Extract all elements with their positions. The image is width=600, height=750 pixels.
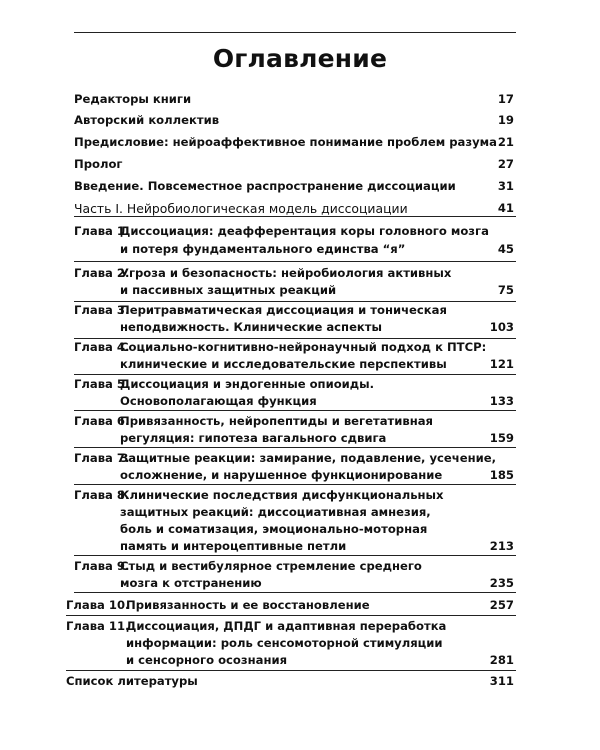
entry-page: 31 bbox=[497, 179, 514, 193]
chapter-label: Глава 9. bbox=[74, 559, 130, 573]
chapter-title-line: Диссоциация и эндогенные опиоиды. bbox=[120, 377, 375, 391]
chapter-title-line: память и интероцептивные петли bbox=[120, 539, 347, 553]
chapter-title-line: боль и соматизация, эмоционально-моторная bbox=[120, 522, 428, 536]
entry-title: Авторский коллектив bbox=[74, 113, 220, 127]
chapter-label: Глава 6. bbox=[74, 414, 130, 428]
entry-title: Предисловие: нейроаффективное понимание проблем разума bbox=[74, 135, 497, 149]
entry-title: Пролог bbox=[74, 157, 123, 171]
part-divider bbox=[74, 216, 516, 217]
entry-page: 133 bbox=[489, 394, 514, 408]
chapter-label: Глава 8. bbox=[74, 488, 130, 502]
entry-page: 45 bbox=[497, 242, 514, 256]
entry-page: 257 bbox=[489, 598, 514, 612]
chapter-title-line: Диссоциация: деафферентация коры головного мозга bbox=[120, 224, 489, 238]
chapter-title-line: Социально-когнитивно-нейронаучный подход к ПТСР: bbox=[120, 340, 487, 354]
chapter-divider bbox=[66, 670, 516, 671]
entry-page: 185 bbox=[489, 468, 514, 482]
entry-page: 41 bbox=[497, 201, 514, 215]
entry-title: Часть I. Нейробиологическая модель диссоциации bbox=[74, 201, 408, 216]
chapter-title-line: и пассивных защитных реакций bbox=[120, 283, 337, 297]
chapter-divider bbox=[74, 374, 516, 375]
chapter-divider bbox=[74, 592, 516, 593]
chapter-title-line: Клинические последствия дисфункциональных bbox=[120, 488, 444, 502]
entry-page: 19 bbox=[497, 113, 514, 127]
chapter-title-line: осложнение, и нарушенное функционирование bbox=[120, 468, 443, 482]
chapter-divider bbox=[74, 484, 516, 485]
chapter-label: Глава 7. bbox=[74, 451, 130, 465]
entry-title: Редакторы книги bbox=[74, 92, 192, 106]
chapter-title-line: и потеря фундаментального единства “я” bbox=[120, 242, 406, 256]
entry-page: 75 bbox=[497, 283, 514, 297]
entry-page: 213 bbox=[489, 539, 514, 553]
chapter-label: Глава 10. bbox=[66, 598, 130, 612]
entry-page: 17 bbox=[497, 92, 514, 106]
chapter-title-line: клинические и исследовательские перспективы bbox=[120, 357, 447, 371]
entry-title: Введение. Повсеместное распространение диссоциации bbox=[74, 179, 456, 193]
chapter-title-line: Перитравматическая диссоциация и тоническая bbox=[120, 303, 447, 317]
entry-page: 27 bbox=[497, 157, 514, 171]
chapter-label: Глава 2. bbox=[74, 266, 130, 280]
chapter-title-line: Защитные реакции: замирание, подавление, усечение, bbox=[120, 451, 497, 465]
entry-page: 281 bbox=[489, 653, 514, 667]
entry-title: Список литературы bbox=[66, 674, 198, 688]
chapter-divider bbox=[74, 447, 516, 448]
chapter-label: Глава 11. bbox=[66, 619, 130, 633]
chapter-divider bbox=[66, 615, 516, 616]
chapter-divider bbox=[74, 410, 516, 411]
entry-page: 311 bbox=[489, 674, 514, 688]
entry-page: 103 bbox=[489, 320, 514, 334]
entry-page: 21 bbox=[497, 135, 514, 149]
chapter-title-line: регуляция: гипотеза вагального сдвига bbox=[120, 431, 387, 445]
entry-page: 159 bbox=[489, 431, 514, 445]
chapter-title-line: Угроза и безопасность: нейробиология активных bbox=[120, 266, 452, 280]
chapter-title-line: Диссоциация, ДПДГ и адаптивная переработка bbox=[126, 619, 447, 633]
chapter-title-line: защитных реакций: диссоциативная амнезия, bbox=[120, 505, 431, 519]
chapter-label: Глава 5. bbox=[74, 377, 130, 391]
chapter-divider bbox=[74, 555, 516, 556]
page-title: Оглавление bbox=[212, 44, 388, 73]
chapter-label: Глава 3. bbox=[74, 303, 130, 317]
chapter-title-line: неподвижность. Клинические аспекты bbox=[120, 320, 383, 334]
chapter-title-line: Стыд и вестибулярное стремление среднего bbox=[120, 559, 422, 573]
chapter-divider bbox=[74, 261, 516, 262]
chapter-title-line: Привязанность, нейропептиды и вегетативная bbox=[120, 414, 433, 428]
chapter-title-line: Привязанность и ее восстановление bbox=[126, 598, 370, 612]
chapter-title-line: и сенсорного осознания bbox=[126, 653, 288, 667]
chapter-title-line: Основополагающая функция bbox=[120, 394, 317, 408]
entry-page: 235 bbox=[489, 576, 514, 590]
entry-page: 121 bbox=[489, 357, 514, 371]
chapter-label: Глава 1. bbox=[74, 224, 130, 238]
chapter-label: Глава 4. bbox=[74, 340, 130, 354]
chapter-title-line: информации: роль сенсомоторной стимуляции bbox=[126, 636, 443, 650]
chapter-title-line: мозга к отстранению bbox=[120, 576, 262, 590]
